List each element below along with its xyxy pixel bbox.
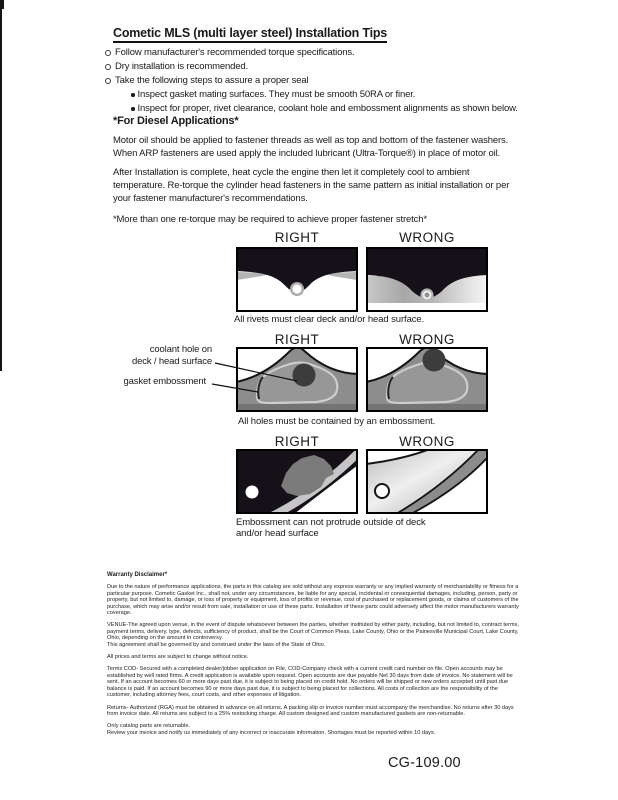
protrude-right-diagram <box>236 449 358 514</box>
dot-bullet-icon <box>131 107 135 111</box>
diesel-paragraph: After Installation is complete, heat cycle the engine then let it completely cool to ambient temperature. Re-torque the cylinder head fasteners in the same pattern as initial installation or per your fastener manufacturer's recommendations. <box>113 167 510 204</box>
disclaimer-heading: Warranty Disclaimer* <box>107 572 168 578</box>
hole-right-diagram <box>236 347 358 412</box>
fig3-right-label: RIGHT <box>274 434 320 449</box>
page-number: CG-109.00 <box>388 755 461 771</box>
diesel-section <box>113 115 517 226</box>
fig3-caption <box>236 517 466 539</box>
bolt-hole-icon <box>246 486 259 499</box>
fig2-right-label: RIGHT <box>274 332 320 347</box>
tip-text: Dry installation is recommended. <box>115 61 249 72</box>
diesel-paragraph: Motor oil should be applied to fastener threads as well as top and bottom of the fastener washers. When ARP fasteners are used apply the included lubricant (Ultra-Torque®) in place of motor oil. <box>113 135 509 159</box>
rivet-wrong-diagram <box>366 247 488 312</box>
bolt-hole-icon <box>375 484 389 498</box>
tip-text: Take the following steps to assure a proper seal <box>115 75 309 86</box>
embossment-callout: gasket embossment <box>123 376 206 387</box>
figure-rivet-wrong <box>366 247 488 312</box>
title-block <box>113 24 387 43</box>
rivet-center <box>292 284 301 293</box>
figure-protrude-wrong <box>366 449 488 514</box>
coolant-hole-callout <box>100 344 212 368</box>
figure-hole-wrong <box>366 347 488 412</box>
protrude-wrong-diagram <box>366 449 488 514</box>
coolant-hole-icon <box>293 364 316 387</box>
tip-text: Follow manufacturer's recommended torque specifications. <box>115 47 355 58</box>
coolant-hole-icon <box>423 349 446 372</box>
warranty-disclaimer <box>107 572 523 736</box>
fig1-right-label: RIGHT <box>274 230 320 245</box>
circle-bullet-icon <box>105 64 111 70</box>
fig1-wrong-label: WRONG <box>399 230 455 245</box>
page-title: Cometic MLS (multi layer steel) Installation Tips <box>113 26 387 43</box>
disclaimer-paragraph: Terms COD- Secured with a completed dealer/jobber application on File, COD-Company check with a current credit card number on file. Open accounts may be established by well rated firms. A credit application is available upon request. Open accounts are due payable Net 30 days from date of invoice. No statement will be sent. If an account becomes 60 or more days past due, it is subject to being placed on credit hold. No orders will be shipped or new orders accepted until past due balance is paid. If an account becomes 90 or more days past due, it is subject to being placed for collections. All costs of collection are the responsibility of the customer, including attorney fees, court costs, and other expenses of litigation. <box>107 666 513 699</box>
fig1-caption: All rivets must clear deck and/or head surface. <box>234 314 425 325</box>
callout-text: deck / head surface <box>131 356 212 367</box>
diesel-heading: *For Diesel Applications* <box>113 115 239 127</box>
disclaimer-paragraph: VENUE-The agreed upon venue, in the event of dispute whatsoever between the parties, whether instituted by either party, including, but not limited to, contract terms, payment terms, delivery, type, defects, sufficiency of product, shall be the Court of Common Pleas, Lake County, Ohio or the Painesville Municipal Court, Lake County, Ohio, depending on the amount in controversy. <box>107 622 519 642</box>
circle-bullet-icon <box>105 50 111 56</box>
tip-text: Inspect for proper, rivet clearance, coolant hole and embossment alignments as shown below. <box>137 103 518 114</box>
figure-hole-right <box>236 347 358 412</box>
list-item <box>105 46 545 60</box>
disclaimer-paragraph: Due to the nature of performance applications, the parts in this catalog are sold without any express warranty or any implied warranty of merchantability or fitness for a particular purpose. Cometic Gasket Inc., shall not, under any circumstances, be liable for any special, incidental or consequential damages, including, person, party or property, but not limited to, damage, or loss of property or equipment, loss of profits or revenue, cost of purchased or replacement goods, or claims of customers of the purchase, which may arise and/or result from sale, installation or use of these parts. Installation of these parts could adversely affect the motor manufacturers warranty coverage. <box>107 584 519 617</box>
callout-text: coolant hole on <box>149 344 212 355</box>
fig3-wrong-label: WRONG <box>399 434 455 449</box>
fig2-wrong-label: WRONG <box>399 332 455 347</box>
retorque-note: *More than one re-torque may be required to achieve proper fastener stretch* <box>113 214 427 225</box>
scan-artifact-mark <box>0 0 4 9</box>
fig2-caption: All holes must be contained by an embossment. <box>238 416 436 427</box>
disclaimer-paragraph: All prices and terms are subject to change without notice. <box>107 654 249 661</box>
list-item-sub <box>131 102 545 116</box>
list-item <box>105 74 545 88</box>
caption-line: Embossment can not protrude outside of deck <box>236 517 426 528</box>
figure-rivet-right <box>236 247 358 312</box>
installation-tips-list <box>105 46 545 116</box>
hole-wrong-diagram <box>366 347 488 412</box>
figure-protrude-right <box>236 449 358 514</box>
circle-bullet-icon <box>105 78 111 84</box>
disclaimer-paragraph: Only catalog parts are returnable. <box>107 723 191 730</box>
disclaimer-paragraph: Review your invoice and notify us immediately of any incorrect or inaccurate information. Shortages must be reported within 10 days. <box>107 729 436 736</box>
disclaimer-paragraph: Returns- Authorized (RGA) must be obtained in advance on all returns. A packing slip or invoice number must accompany the merchandise. No returns after 30 days from invoice date. All returns are subject to a 25% restocking charge. All custom designed and custom manufactured gaskets are non-returnable. <box>107 704 514 717</box>
rivet-right-diagram <box>236 247 358 312</box>
list-item-sub <box>131 88 545 102</box>
caption-line: and/or head surface <box>236 528 319 539</box>
dot-bullet-icon <box>131 93 135 97</box>
tip-text: Inspect gasket mating surfaces. They must be smooth 50RA or finer. <box>137 89 416 100</box>
disclaimer-paragraph: This agreement shall be governed by and construed under the laws of the State of Ohio. <box>107 641 326 648</box>
scan-artifact-line <box>0 0 2 371</box>
list-item <box>105 60 545 74</box>
